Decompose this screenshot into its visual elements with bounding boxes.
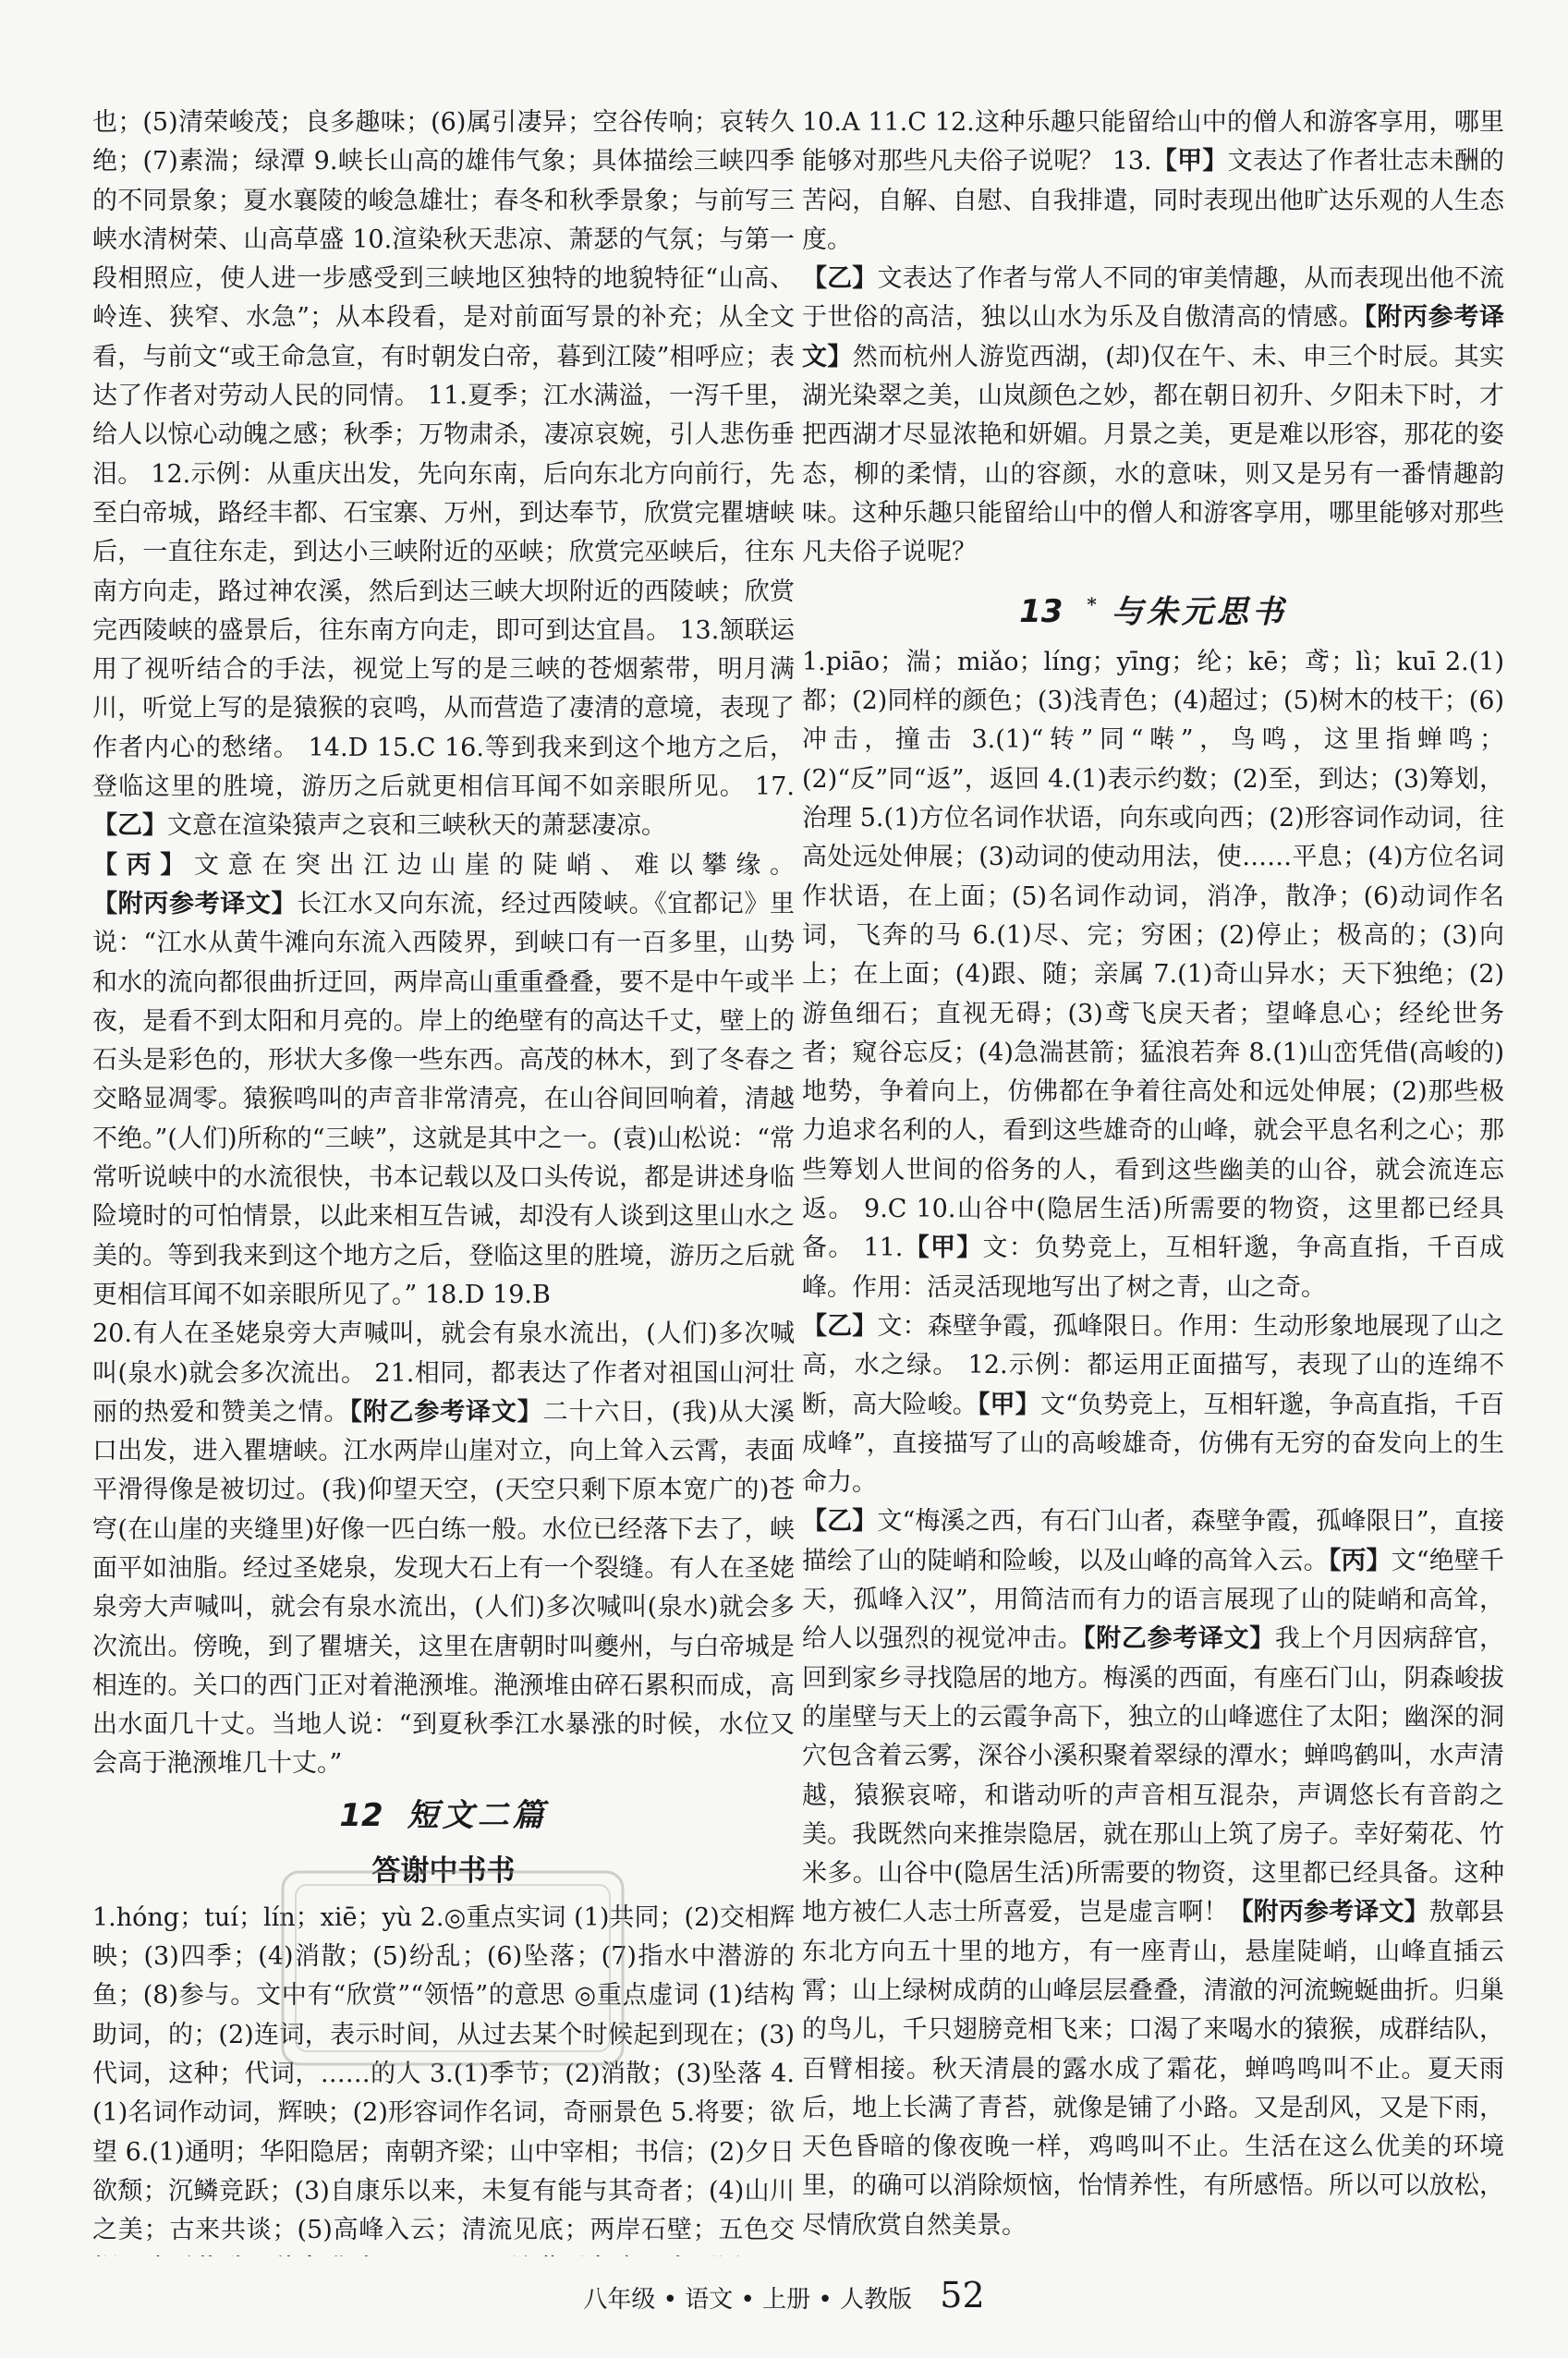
lesson-heading <box>802 2251 1504 2256</box>
footer-separator: • <box>740 2286 755 2314</box>
left-column <box>92 103 795 2256</box>
page-footer <box>0 2275 1568 2315</box>
paragraph: 10.A 11.C 12.这种乐趣只能留给山中的僧人和游客享用，哪里能够对那些凡夫俗子说呢？ 13.【甲】文表达了作者壮志未酬的苦闷，自解、自慰、自我排遣，同时表现出他旷达乐观的人生态度。 【乙】文表达了作者与常人不同的审美情趣，从而表现出他不流于世俗的高洁，独以山水为乐及自傲清高的情感。【附丙参考译文】然而杭州人游览西湖，(却)仅在午、未、申三个时辰。其实湖光染翠之美，山岚颜色之妙，都在朝日初升、夕阳未下时，才把西湖才尽显浓艳和妍媚。月景之美，更是难以形容，那花的姿态，柳的柔情，山的容颜，水的意味，则又是另有一番情趣韵味。这种乐趣只能留给山中的僧人和游客享用，哪里能够对那些凡夫俗子说呢？ <box>802 108 1504 567</box>
paragraph: 1.piāo；湍；miǎo；líng；yīng；纶；kē；鸢；lì；kuī 2.(1)都；(2)同样的颜色；(3)浅青色；(4)超过；(5)树木的枝干；(6)冲击，撞击 3.(1)“转”同“啭”，鸟鸣，这里指蝉鸣；(2)“反”同“返”，返回 4.(1)表示约数；(2)至，到达；(3)筹划，治理 5.(1)方位名词作状语，向东或向西；(2)形容词作动词，往高处远处伸展；(3)动词的使动用法，使……平息；(4)方位名词作状语，在上面；(5)名词作动词，消净，散净；(6)动词作名词，飞奔的马 6.(1)尽、完；穷困；(2)停止；极高的；(3)向上；在上面；(4)跟、随；亲属 7.(1)奇山异水；天下独绝；(2)游鱼细石；直视无碍；(3)鸢飞戾天者；望峰息心；经纶世务者；窥谷忘反；(4)急湍甚箭；猛浪若奔 8.(1)山峦凭借(高峻的)地势，争着向上，仿佛都在争着往高处和远处伸展；(2)那些极力追求名利的人，看到这些雄奇的山峰，就会平息名利之心；那些筹划人世间的俗务的人，看到这些幽美的山谷，就会流连忘返。 9.C 10.山谷中(隐居生活)所需要的物资，这里都已经具备。 11.【甲】文：负势竞上，互相轩邈，争高直指，千百成峰。作用：活灵活现地写出了树之青，山之奇。 【乙】文：森壁争霞，孤峰限日。作用：生动形象地展现了山之高，水之绿。 12.示例：都运用正面描写，表现了山的连绵不断，高大险峻。【甲】文“负势竞上，互相轩邈，争高直指，千百成峰”，直接描写了山的高峻雄奇，仿佛有无穷的奋发向上的生命力。 【乙】文“梅溪之西，有石门山者，森壁争霞，孤峰限日”，直接描绘了山的陡峭和险峻，以及山峰的高耸入云。【丙】文“绝壁千天，孤峰入汉”，用简洁而有力的语言展现了山的陡峭和高耸，给人以强烈的视觉冲击。【附乙参考译文】我上个月因病辞官，回到家乡寻找隐居的地方。梅溪的西面，有座石门山，阴森峻拔的崖壁与天上的云霞争高下，独立的山峰遮住了太阳；幽深的洞穴包含着云雾，深谷小溪积聚着翠绿的潭水；蝉鸣鹤叫，水声清越，猿猴哀啼，和谐动听的声音相互混杂，声调悠长有音韵之美。我既然向来推崇隐居，就在那山上筑了房子。幸好菊花、竹米多。山谷中(隐居生活)所需要的物资，这里都已经具备。这种地方被仁人志士所喜爱，岂是虚言啊！【附丙参考译文】敖鄣县东北方向五十里的地方，有一座青山，悬崖陡峭，山峰直插云霄；山上绿树成荫的山峰层层叠叠，清澈的河流蜿蜒曲折。归巢的鸟儿，千只翅膀竞相飞来；口渴了来喝水的猿猴，成群结队，百臂相接。秋天清晨的露水成了霜花，蝉鸣鸣叫不止。夏天雨后，地上长满了青苔，就像是铺了小路。又是刮风，又是下雨，天色昏暗的像夜晚一样，鸡鸣叫不止。生活在这么优美的环境里，的确可以消除烦恼，怡情养性，有所感悟。所以可以放松，尽情欣赏自然美景。 <box>802 647 1504 2240</box>
footer-volume: 上册 <box>762 2286 811 2314</box>
footer-edition: 人教版 <box>840 2286 913 2314</box>
footer-subject: 语文 <box>685 2286 734 2314</box>
footer-separator: • <box>662 2286 677 2314</box>
paragraph: 20.有人在圣姥泉旁大声喊叫，就会有泉水流出，(人们)多次喊叫(泉水)就会多次流出。 21.相同，都表达了作者对祖国山河壮丽的热爱和赞美之情。【附乙参考译文】二十六日，(我)从大溪口出发，进入瞿塘峡。江水两岸山崖对立，向上耸入云霄，表面平滑得像是被切过。(我)仰望天空，(天空只剩下原本宽广的)苍穹(在山崖的夹缝里)好像一匹白练一般。水位已经落下去了，峡面平如油脂。经过圣姥泉，发现大石上有一个裂缝。有人在圣姥泉旁大声喊叫，就会有泉水流出，(人们)多次喊叫(泉水)就会多次流出。傍晚，到了瞿塘关，这里在唐朝时叫夔州，与白帝城是相连的。关口的西门正对着滟滪堆。滟滪堆由碎石累积而成，高出水面几十丈。当地人说：“到夏秋季江水暴涨的时候，水位又会高于滟滪堆几十丈。” <box>92 1319 795 1779</box>
lesson-heading: 13 * 与朱元思书 <box>1019 592 1287 630</box>
footer-grade: 八年级 <box>583 2286 656 2314</box>
lesson-heading: 12 短文二篇 <box>339 1796 548 1834</box>
page-number: 52 <box>940 2275 985 2315</box>
paragraph: 1.hóng；tuí；lín；xiē；yù 2.◎重点实词 (1)共同；(2)交相辉映；(3)四季；(4)消散；(5)纷乱；(6)坠落；(7)指水中潜游的鱼；(8)参与。文中有“欣赏”“领悟”的意思 ◎重点虚词 (1)结构助词，的；(2)连词，表示时间，从过去某个时候起到现在；(3)代词，这种；代词，……的人 3.(1)季节；(2)消散；(3)坠落 4.(1)名词作动词，辉映；(2)形容词作名词，奇丽景色 5.将要；欲望 6.(1)通明；华阳隐居；南朝齐梁；山中宰相；书信；(2)夕日欲颓；沉鳞竞跃；(3)自康乐以来，未复有能与其奇者；(4)山川之美；古来共谈；(5)高峰入云；清流见底；两岸石壁；五色交 <box>92 1902 795 2245</box>
footer-separator: • <box>818 2286 833 2314</box>
section-heading: 答谢中书书 <box>371 1854 516 1888</box>
paragraph: 也；(5)清荣峻茂；良多趣味；(6)属引凄异；空谷传响；哀转久绝；(7)素湍；绿潭 9.峡长山高的雄伟气象；具体描绘三峡四季的不同景象；夏水襄陵的峻急雄壮；春冬和秋季景象；与前写三峡水清树荣、山高草盛 10.渲染秋天悲凉、萧瑟的气氛；与第一段相照应，使人进一步感受到三峡地区独特的地貌特征“山高、岭连、狭窄、水急”；从本段看，是对前面写景的补充；从全文看，与前文“或王命急宣，有时朝发白帝，暮到江陵”相呼应；表达了作者对劳动人民的同情。 11.夏季；江水满溢，一泻千里，给人以惊心动魄之感；秋季；万物肃杀，凄凉哀婉，引人悲伤垂泪。 12.示例：从重庆出发，先向东南，后向东北方向前行，先至白帝城，路经丰都、石宝寨、万州，到达奉节，欣赏完瞿塘峡后，一直往东走，到达小三峡附近的巫峡；欣赏完巫峡后，往东南方向走，路过神农溪，然后到达三峡大坝附近的西陵峡；欣赏完西陵峡的盛景后，往东南方向走，即可到达宜昌。 13.颔联运用了视听结合的手法，视觉上写的是三峡的苍烟萦带，明月满川，听觉上写的是猿猴的哀鸣，从而营造了凄清的意境，表现了作者内心的愁绪。 14.D 15.C 16.等到我来到这个地方之后，登临这里的胜境，游历之后就更相信耳闻不如亲眼所见。 17.【乙】文意在渲染猿声之哀和三峡秋天的萧瑟凄凉。 【丙】文意在突出江边山崖的陡峭、难以攀缘。【附丙参考译文】长江水又向东流，经过西陵峡。《宜都记》里说：“江水从黄牛滩向东流入西陵界，到峡口有一百多里，山势和水的流向都很曲折迂回，两岸高山重重叠叠，要不是中午或半夜，是看不到太阳和月亮的。岸上的绝壁有的高达千丈，壁上的石头是彩色的，形状大多像一些东西。高茂的林木，到了冬春之交略显凋零。猿猴鸣叫的声音非常清亮，在山谷间回响着，清越不绝。”(人们)所称的“三峡”，这就是其中之一。(袁)山松说：“常常听说峡中的水流很快，书本记载以及口头传说，都是讲述身临险境时的可怕情景，以此来相互告诫，却没有人谈到这里山水之美的。等到我来到这个地方之后，登临这里的胜境，游历之后就更相信耳闻不如亲眼所见了。” 18.D 19.B <box>92 108 795 1309</box>
right-column <box>802 103 1504 2256</box>
